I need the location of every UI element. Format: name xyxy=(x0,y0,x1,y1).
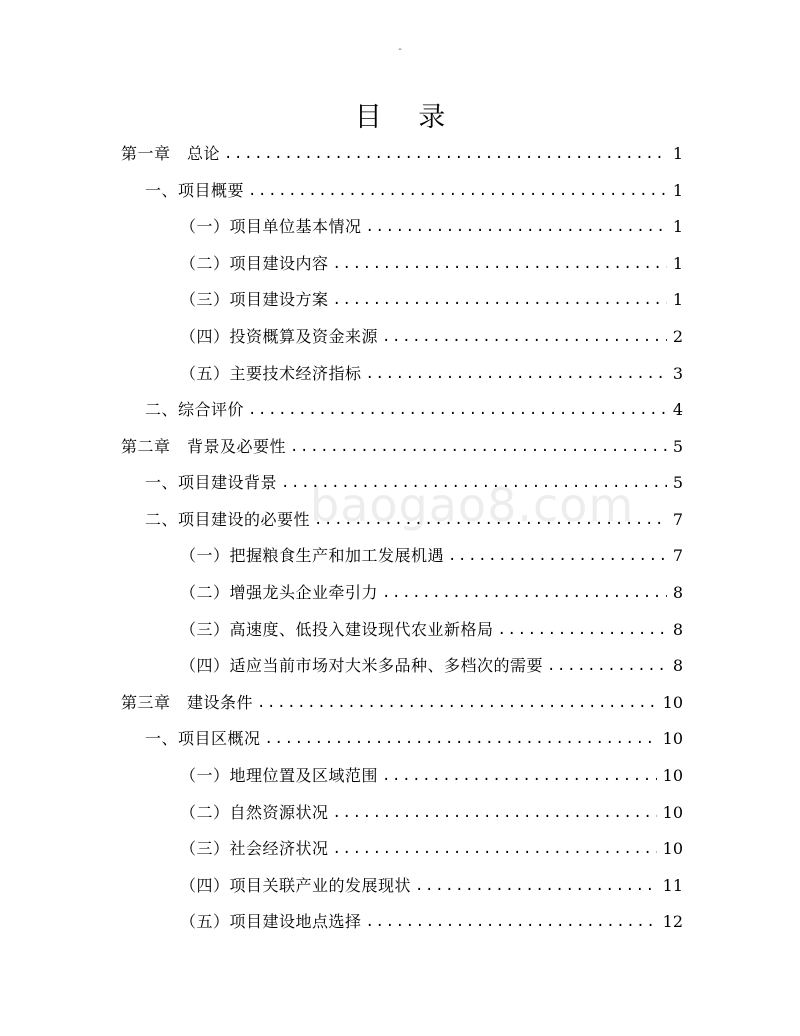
toc-page-number: 2 xyxy=(672,327,683,346)
toc-leader-dots xyxy=(382,758,657,794)
toc-page-number: 7 xyxy=(672,510,683,529)
toc-entry-label: （五）主要技术经济指标 xyxy=(180,364,362,383)
toc-entry-label: （二）自然资源状况 xyxy=(180,803,329,822)
toc-leader-dots xyxy=(366,904,657,940)
toc-entry-chapter-3[interactable] xyxy=(121,685,683,721)
toc-entry-subsection[interactable] xyxy=(180,904,683,940)
toc-leader-dots xyxy=(382,575,667,611)
toc-entry-label: （一）把握粮食生产和加工发展机遇 xyxy=(180,546,445,565)
toc-page-number: 8 xyxy=(672,583,683,602)
toc-leader-dots xyxy=(257,685,657,721)
toc-entry-label: （四）项目关联产业的发展现状 xyxy=(180,876,412,895)
toc-entry-subsection[interactable] xyxy=(180,209,683,245)
toc-page-number: 10 xyxy=(662,803,683,822)
toc-leader-dots xyxy=(415,868,657,904)
toc-leader-dots xyxy=(333,246,667,282)
toc-entry-label: （一）地理位置及区域范围 xyxy=(180,766,379,785)
toc-entry-label: 第三章 建设条件 xyxy=(121,693,254,712)
toc-leader-dots xyxy=(314,502,667,538)
toc-entry-subsection[interactable] xyxy=(180,356,683,392)
toc-page-number: 8 xyxy=(672,620,683,639)
toc-entry-subsection[interactable] xyxy=(180,831,683,867)
toc-leader-dots xyxy=(382,319,667,355)
toc-page-number: 5 xyxy=(672,473,683,492)
toc-leader-dots xyxy=(498,612,667,648)
toc-entry-section[interactable] xyxy=(145,173,683,209)
toc-entry-section[interactable] xyxy=(145,465,683,501)
toc-page-number: 8 xyxy=(672,656,683,675)
toc-entry-label: （三）高速度、低投入建设现代农业新格局 xyxy=(180,620,494,639)
toc-entry-label: （四）适应当前市场对大米多品种、多档次的需要 xyxy=(180,656,544,675)
toc-page-number: 10 xyxy=(662,693,683,712)
toc-page-number: 1 xyxy=(672,144,683,163)
toc-page-number: 11 xyxy=(662,876,683,895)
toc-entry-label: 一、项目建设背景 xyxy=(145,473,278,492)
header-mark: - xyxy=(398,44,402,55)
toc-leader-dots xyxy=(224,136,667,172)
toc-entry-label: （一）项目单位基本情况 xyxy=(180,217,362,236)
toc-entry-label: 一、项目区概况 xyxy=(145,729,261,748)
toc-entry-label: （二）增强龙头企业牵引力 xyxy=(180,583,379,602)
toc-entry-subsection[interactable] xyxy=(180,538,683,574)
toc-entry-label: （三）项目建设方案 xyxy=(180,290,329,309)
toc-entry-label: （三）社会经济状况 xyxy=(180,839,329,858)
toc-leader-dots xyxy=(333,282,667,318)
toc-leader-dots xyxy=(448,538,667,574)
toc-entry-subsection[interactable] xyxy=(180,758,683,794)
toc-leader-dots xyxy=(290,429,667,465)
watermark: baogao8.com xyxy=(310,478,635,532)
toc-entry-label: （二）项目建设内容 xyxy=(180,254,329,273)
toc-leader-dots xyxy=(265,721,657,757)
toc-leader-dots xyxy=(248,173,667,209)
toc-entry-label: （四）投资概算及资金来源 xyxy=(180,327,379,346)
toc-entry-section[interactable] xyxy=(145,392,683,428)
toc-entry-subsection[interactable] xyxy=(180,648,683,684)
toc-page-number: 5 xyxy=(672,437,683,456)
toc-page-number: 4 xyxy=(672,400,683,419)
toc-entry-chapter-1[interactable] xyxy=(121,136,683,172)
toc-leader-dots xyxy=(248,392,667,428)
toc-entry-label: 二、项目建设的必要性 xyxy=(145,510,311,529)
toc-entry-label: （五）项目建设地点选择 xyxy=(180,912,362,931)
toc-leader-dots xyxy=(281,465,667,501)
toc-leader-dots xyxy=(366,209,667,245)
toc-entry-subsection[interactable] xyxy=(180,795,683,831)
toc-entry-subsection[interactable] xyxy=(180,282,683,318)
toc-entry-subsection[interactable] xyxy=(180,319,683,355)
toc-page-number: 1 xyxy=(672,181,683,200)
toc-leader-dots xyxy=(366,356,667,392)
toc-page-number: 1 xyxy=(672,217,683,236)
toc-entry-subsection[interactable] xyxy=(180,612,683,648)
toc-page-number: 1 xyxy=(672,290,683,309)
toc-page-number: 3 xyxy=(672,364,683,383)
toc-leader-dots xyxy=(333,795,657,831)
toc-page-number: 10 xyxy=(662,729,683,748)
toc-leader-dots xyxy=(547,648,667,684)
toc-entry-subsection[interactable] xyxy=(180,575,683,611)
page-title: 目 录 xyxy=(354,102,460,133)
toc-entry-label: 一、项目概要 xyxy=(145,181,245,200)
toc-page-number: 1 xyxy=(672,254,683,273)
toc-page-number: 10 xyxy=(662,766,683,785)
toc-entry-subsection[interactable] xyxy=(180,868,683,904)
toc-entry-chapter-2[interactable] xyxy=(121,429,683,465)
toc-entry-label: 第一章 总论 xyxy=(121,144,221,163)
toc-page-number: 7 xyxy=(672,546,683,565)
toc-page-number: 12 xyxy=(662,912,683,931)
toc-entry-label: 第二章 背景及必要性 xyxy=(121,437,287,456)
toc-leader-dots xyxy=(333,831,657,867)
toc-entry-section[interactable] xyxy=(145,502,683,538)
toc-entry-subsection[interactable] xyxy=(180,246,683,282)
toc-entry-section[interactable] xyxy=(145,721,683,757)
toc-entry-label: 二、综合评价 xyxy=(145,400,245,419)
toc-page-number: 10 xyxy=(662,839,683,858)
